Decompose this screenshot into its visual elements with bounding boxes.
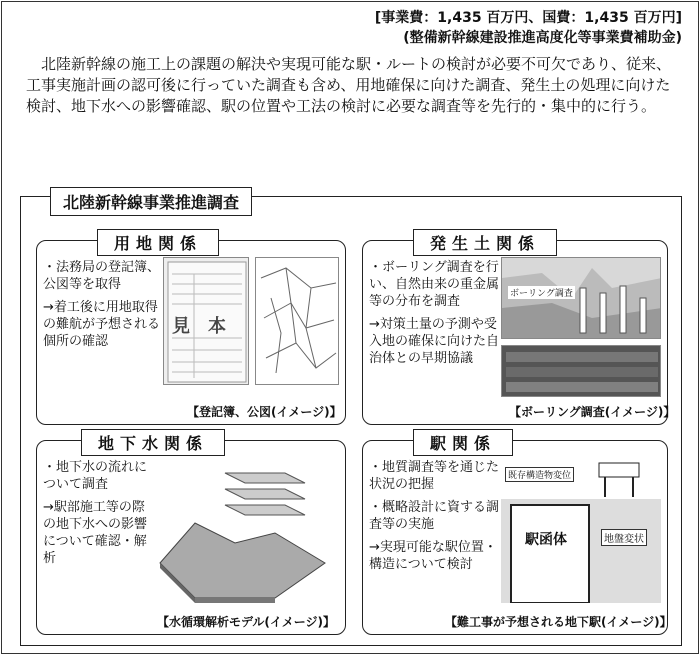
ground-deformation-label: 地盤変状 [601, 529, 647, 546]
boring-core-image [501, 345, 661, 397]
existing-structure-label: 既存構造物変位 [505, 467, 574, 482]
panel-water-text [43, 459, 155, 573]
panel-soil [362, 234, 676, 425]
cadastral-map-image [255, 257, 339, 385]
station-bullet-2: ・概略設計に資する調査等の実施 [369, 500, 500, 532]
boring-label: ボーリング調査 [508, 286, 575, 299]
soil-bullet-1: ・ボーリング調査を行い、自然由来の重金属等の分布を調査 [369, 260, 500, 309]
station-body-label: 駅函体 [525, 532, 567, 548]
water-caption: 【水循環解析モデル(イメージ)】 [157, 615, 336, 629]
panel-water-title: 地下水関係 [81, 429, 225, 456]
core-sample-graphic [502, 346, 661, 397]
land-bullet-2: →着工後に用地取得の難航が予想される個所の確認 [43, 300, 161, 349]
panel-land [36, 234, 346, 425]
water-bullet-1: ・地下水の流れについて調査 [43, 460, 148, 492]
budget-info [375, 8, 682, 48]
panel-water [36, 434, 346, 635]
station-diagram [501, 459, 661, 603]
land-bullet-1: ・法務局の登記簿、公図等を取得 [43, 260, 161, 292]
panel-soil-text [369, 259, 501, 373]
station-bullet-3: →実現可能な駅位置・構造について検討 [369, 540, 497, 572]
budget-line-2: (整備新幹線建設推進高度化等事業費補助金) [403, 30, 682, 46]
boring-survey-diagram [501, 257, 661, 339]
panel-land-title: 用地関係 [97, 229, 219, 256]
water-model-image [155, 463, 339, 603]
registry-image [163, 257, 249, 385]
page [1, 1, 699, 654]
intro-paragraph: 北陸新幹線の施工上の課題の解決や実現可能な駅・ルートの検討が必要不可欠であり、従来、工事実施計画の認可後に行っていた調査も含め、用地確保に向けた調査、発生土の処理に向けた検討、地下水への影響確認、駅の位置や工法の検討に必要な調査等を先行的・集中的に行う。 [26, 55, 672, 115]
land-caption: 【登記簿、公図(イメージ)】 [187, 405, 342, 419]
cadastral-map-graphic [256, 258, 339, 385]
mihon-stamp: 見 本 [172, 316, 226, 337]
panel-station-title: 駅関係 [413, 429, 513, 456]
panel-station-text [369, 459, 501, 579]
budget-line-1: [事業費：1,435 百万円、国費：1,435 百万円] [374, 10, 682, 26]
main-title: 北陸新幹線事業推進調査 [50, 187, 252, 216]
panel-soil-title: 発生土関係 [413, 229, 557, 256]
station-caption: 【難工事が予想される地下駅(イメージ)】 [445, 615, 672, 629]
soil-caption: 【ボーリング調査(イメージ)】 [509, 405, 676, 419]
water-bullet-2: →駅部施工等の際の地下水への影響について確認・解析 [43, 500, 148, 566]
panel-land-text [43, 259, 163, 356]
panel-station [362, 434, 672, 635]
station-bullet-1: ・地質調査等を通じた状況の把握 [369, 460, 500, 492]
soil-bullet-2: →対策土量の予測や受入地の確保に向けた自治体との早期協議 [369, 317, 500, 366]
water-model-graphic [155, 463, 339, 603]
